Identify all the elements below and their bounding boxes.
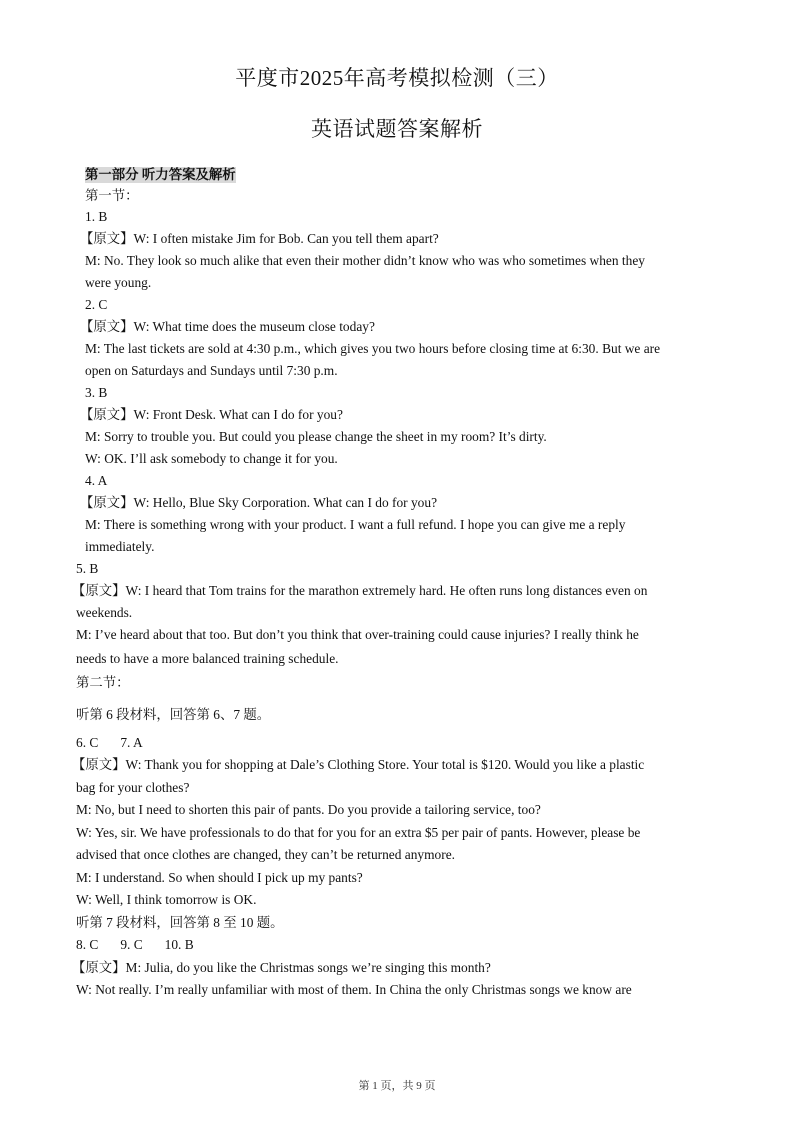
answer-10: 10. B: [164, 937, 194, 952]
transcript-line: open on Saturdays and Sundays until 7:30 p.m.: [85, 363, 338, 378]
page-subtitle: 英语试题答案解析: [311, 117, 483, 141]
transcript-line: M: I’ve heard about that too. But don’t you think that over-training could cause injuries? I really think he: [76, 627, 639, 642]
transcript-line: M: No. They look so much alike that even their mother didn’t know who was who sometimes when they: [85, 253, 645, 268]
answer-2: 2. C: [85, 297, 108, 312]
transcript-line: 【原文】W: Thank you for shopping at Dale’s Clothing Store. Your total is $120. Would you like a plastic: [72, 757, 645, 772]
transcript-line: 【原文】W: Hello, Blue Sky Corporation. What can I do for you?: [80, 495, 438, 510]
answer-4: 4. A: [85, 473, 108, 488]
answer-1: 1. B: [85, 209, 108, 224]
transcript-line: immediately.: [85, 539, 155, 554]
transcript-line: M: The last tickets are sold at 4:30 p.m., which gives you two hours before closing time at 6:30. But we are: [85, 341, 661, 356]
transcript-line: advised that once clothes are changed, they can’t be returned anymore.: [76, 847, 455, 862]
answer-9: 9. C: [120, 937, 143, 952]
transcript-line: W: Yes, sir. We have professionals to do that for you for an extra $5 per pair of pants. However, please be: [76, 825, 641, 840]
part-heading-1: 第一节：: [85, 188, 139, 203]
page-footer: 第 1 页，共 9 页: [358, 1080, 436, 1092]
transcript-line: 【原文】W: I often mistake Jim for Bob. Can you tell them apart?: [80, 231, 439, 246]
transcript-line: W: OK. I’ll ask somebody to change it for you.: [85, 451, 338, 466]
answer-5: 5. B: [76, 561, 99, 576]
material-intro: 听第 6 段材料，回答第 6、7 题。: [76, 707, 271, 722]
transcript-line: 【原文】W: I heard that Tom trains for the marathon extremely hard. He often runs long distances even on: [72, 583, 648, 598]
answers-6-7: [76, 735, 143, 751]
answers-8-10: [76, 937, 194, 953]
transcript-line: M: I understand. So when should I pick up my pants?: [76, 870, 363, 885]
transcript-line: 【原文】W: What time does the museum close today?: [80, 319, 375, 334]
transcript-line: M: Sorry to trouble you. But could you please change the sheet in my room? It’s dirty.: [85, 429, 547, 444]
material-intro: 听第 7 段材料，回答第 8 至 10 题。: [76, 915, 284, 930]
transcript-line: W: Well, I think tomorrow is OK.: [76, 892, 257, 907]
transcript-line: were young.: [85, 275, 152, 290]
section-heading: 第一部分 听力答案及解析: [85, 167, 236, 182]
transcript-line: M: No, but I need to shorten this pair of pants. Do you provide a tailoring service, too?: [76, 802, 541, 817]
transcript-line: M: There is something wrong with your product. I want a full refund. I hope you can give me a reply: [85, 517, 626, 532]
answer-3: 3. B: [85, 385, 108, 400]
answer-7: 7. A: [120, 735, 143, 750]
transcript-line: needs to have a more balanced training schedule.: [76, 651, 339, 666]
answer-8: 8. C: [76, 937, 99, 952]
page-title: 平度市2025年高考模拟检测（三）: [235, 66, 559, 90]
transcript-line: W: Not really. I’m really unfamiliar with most of them. In China the only Christmas songs we know are: [76, 982, 632, 997]
transcript-line: weekends.: [76, 605, 133, 620]
transcript-line: 【原文】M: Julia, do you like the Christmas songs we’re singing this month?: [72, 960, 491, 975]
transcript-line: 【原文】W: Front Desk. What can I do for you?: [80, 407, 343, 422]
answer-6: 6. C: [76, 735, 99, 750]
part-heading-2: 第二节：: [76, 675, 130, 690]
transcript-line: bag for your clothes?: [76, 780, 190, 795]
